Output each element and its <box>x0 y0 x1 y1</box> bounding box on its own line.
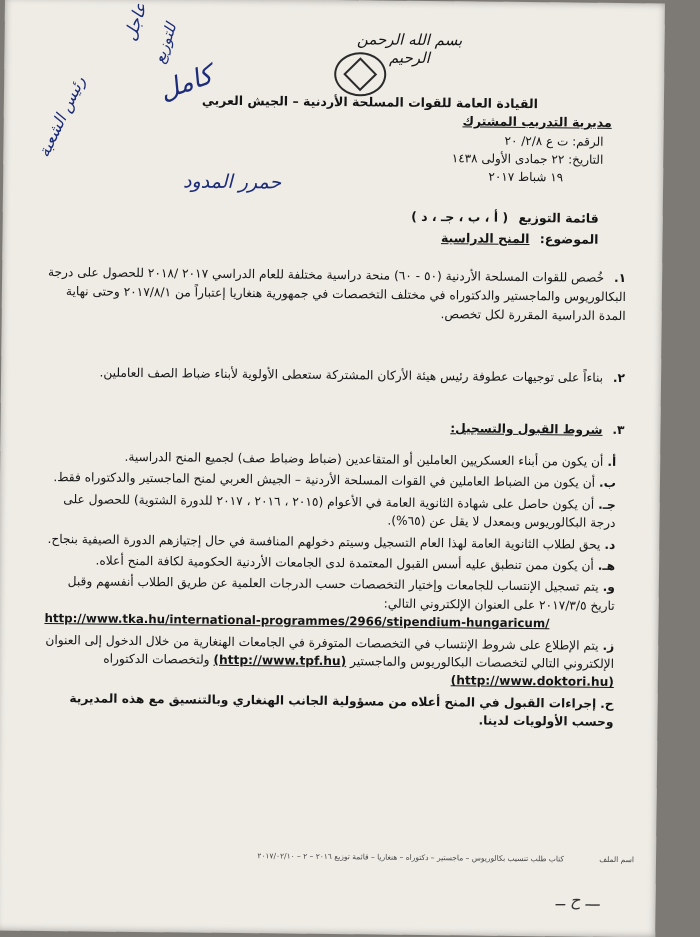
condition-b-text: أن يكون من الضباط العاملين في القوات المسلحة الأردنية – الجيش العربي لمنح الماجستير والدكتوراه فقط. <box>54 470 597 491</box>
tpf-link[interactable]: (http://www.tpf.hu) <box>214 652 348 669</box>
handwritten-signature: كامل <box>156 60 218 107</box>
subject-label: الموضوع: <box>540 231 600 247</box>
footer-file-code: كتاب طلب تنسيب بكالوريوس – ماجستير – دكتوراه – هنغاريا – قائمة توزيع ٢٠١٦ – ٢ – ٢٠١٧/٠٢/١٠ <box>258 851 566 864</box>
basmala: بسم الله الرحمن الرحيم <box>357 30 464 67</box>
subject-line <box>442 230 600 247</box>
condition-h-text: إجراءات القبول في المنح أعلاه من مسؤولية الجانب الهنغاري وبالتنسيق مع هذه المديرية وحسب الأولويات لدينا. <box>70 691 615 730</box>
condition-f-text: يتم تسجيل الإنتساب للجامعات وإختيار التخصصات حسب الدرجات العلمية عن طريق الطلاب أنفسهم وقبل تاريخ ٢٠١٧/٣/٥ على العنوان الإلكتروني التالي: <box>68 574 616 613</box>
condition-f <box>45 572 616 633</box>
doktori-link[interactable]: (http://www.doktori.hu) <box>451 673 615 690</box>
condition-e <box>46 551 616 575</box>
condition-g <box>45 631 616 692</box>
paragraph-3-heading: شروط القبول والتسجيل: <box>451 421 604 437</box>
tpf-suffix: ولتخصصات <box>153 652 211 667</box>
paragraph-1 <box>47 263 628 326</box>
distribution-label: قائمة التوزيع <box>519 209 600 226</box>
condition-e-label: هـ. <box>598 558 617 573</box>
paragraph-3-number: ٣. <box>613 422 626 438</box>
paragraph-2-number: ٢. <box>613 370 627 386</box>
condition-h <box>44 689 614 732</box>
paragraph-2 <box>46 363 626 388</box>
distribution-value: ( أ ، ب ، جـ ، د ) <box>412 208 510 225</box>
subject-value: المنح الدراسية <box>441 230 531 247</box>
condition-b <box>47 468 617 492</box>
tka-link[interactable]: http://www.tka.hu/international-programmes/2966/stipendium-hungaricum/ <box>45 611 551 631</box>
reference-number: الرقم: ت ع ٢/٨/ ٢٠ <box>505 133 605 149</box>
condition-c-label: جـ. <box>599 497 617 512</box>
condition-h-label: ح. <box>601 696 615 711</box>
condition-d <box>46 530 616 554</box>
condition-a <box>47 447 617 471</box>
paragraph-3 <box>45 415 625 440</box>
condition-c <box>46 490 616 533</box>
gregorian-date: ١٩ شباط ٢٠١٧ <box>489 169 565 185</box>
condition-b-label: ب. <box>599 476 618 491</box>
condition-g-label: ز. <box>603 638 616 653</box>
handwritten-urgent-note: عاجل <box>121 0 153 44</box>
condition-f-label: و. <box>603 580 616 595</box>
handwritten-bottom-mark: ـــ ح ــ <box>556 890 601 910</box>
condition-d-label: د. <box>605 537 617 552</box>
footer-file-label: اسم الملف <box>600 854 636 865</box>
paragraph-1-text: خُصص للقوات المسلحة الأردنية (٥٠ - ٦٠) منحة دراسية مختلفة للعام الدراسي ٢٠١٧ /٢٠١٨ للحصول على درجة البكالوريوس والماجستير والدكتوراه في مختلف التخصصات في جمهورية هنغاريا إعتباراً من ٢٠١٧/٨/١ وحتى نهاية المدة الدراسية المقررة لكل تخصص. <box>48 265 627 324</box>
doktori-prefix: الدكتوراه <box>104 651 150 667</box>
condition-g-text: يتم الإطلاع على شروط الإنتساب في التخصصات المتوفرة في الجامعات الهنغارية من خلال الدخول إلى العنوان الإلكتروني التالي لتخصصات البكالوريوس والماجستير <box>46 632 616 672</box>
condition-a-text: أن يكون من أبناء العسكريين العاملين أو المتقاعدين (ضباط وضباط صف) لجميع المنح الدراسية. <box>125 449 605 469</box>
distribution-line <box>412 209 600 226</box>
handwritten-middle-note: حمرر المدود <box>183 170 283 194</box>
conditions-list <box>44 447 617 735</box>
condition-a-label: أ. <box>608 454 618 469</box>
paragraph-1-number: ١. <box>614 270 628 286</box>
organization-line: القيادة العامة للقوات المسلحة الأردنية – الجيش العربي <box>202 92 540 112</box>
handwritten-distribute-note: للتوزيع <box>151 20 182 66</box>
condition-e-text: أن يكون ممن تنطبق عليه أسس القبول المعتمدة لدى الجامعات الأردنية الحكومية لكافة المنح أعلاه. <box>96 553 595 573</box>
handwritten-side-note: رئيس الشعبة <box>34 73 90 161</box>
emblem-icon <box>335 52 387 97</box>
hijri-date: التاريخ: ٢٢ جمادى الأولى ١٤٣٨ <box>452 151 605 167</box>
paragraph-2-text: بناءاً على توجيهات عطوفة رئيس هيئة الأركان المشتركة ستعطى الأولوية لأبناء ضباط الصف العاملين. <box>100 365 605 385</box>
condition-d-text: يحق لطلاب الثانوية العامة لهذا العام التسجيل وسيتم دخولهم المنافسة في حال إجتيازهم الدورة الصيفية بنجاح. <box>48 531 602 552</box>
condition-c-text: أن يكون حاصل على شهادة الثانوية العامة في الأعوام (٢٠١٥ ، ٢٠١٦ ، ٢٠١٧ للدورة الشتوية) للحصول على درجة البكالوريوس وبمعدل لا يقل عن (٦٥%). <box>64 491 617 531</box>
directorate-name: مديرية التدريب المشترك <box>463 113 613 130</box>
